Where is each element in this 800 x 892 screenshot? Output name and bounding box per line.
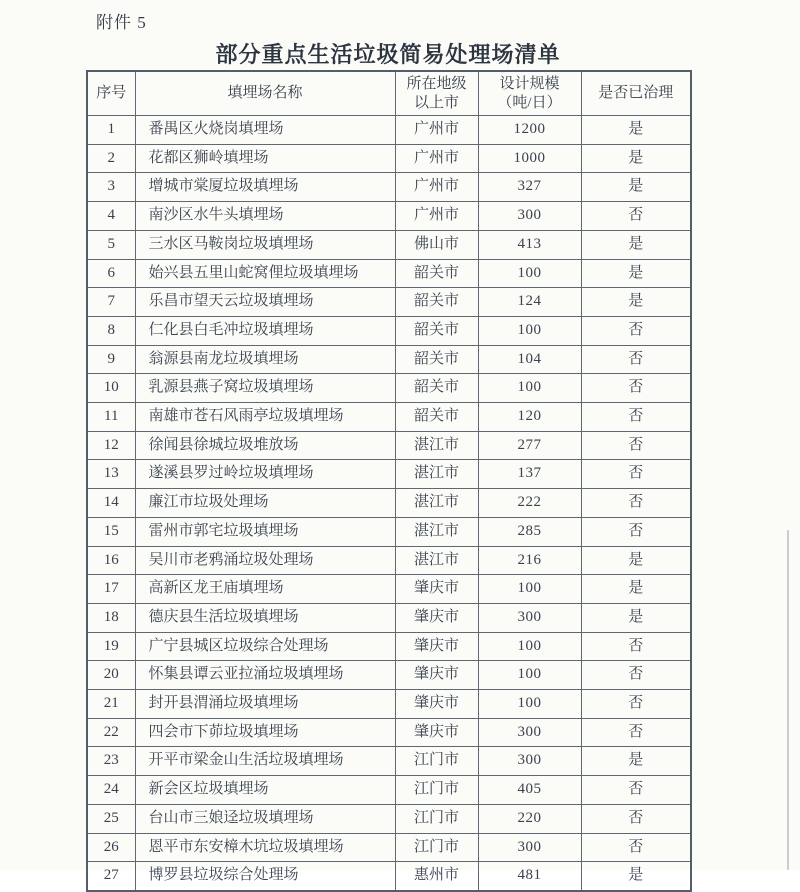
cell-treated: 是 [581,230,691,259]
cell-treated: 否 [581,690,691,719]
cell-no: 8 [87,316,135,345]
cell-name: 四会市下茆垃圾填埋场 [135,718,395,747]
cell-scale: 413 [478,230,581,259]
cell-no: 17 [87,575,135,604]
cell-treated: 是 [581,259,691,288]
cell-scale: 300 [478,603,581,632]
cell-no: 5 [87,230,135,259]
cell-name: 乐昌市望天云垃圾填埋场 [135,288,395,317]
cell-city: 江门市 [395,776,478,805]
table-row [87,460,691,489]
table-row [87,517,691,546]
cell-no: 19 [87,632,135,661]
table-row [87,173,691,202]
cell-name: 仁化县白毛冲垃圾填埋场 [135,316,395,345]
cell-treated: 是 [581,546,691,575]
cell-name: 开平市梁金山生活垃圾填埋场 [135,747,395,776]
cell-scale: 300 [478,718,581,747]
cell-treated: 否 [581,489,691,518]
table-row [87,833,691,862]
cell-no: 2 [87,144,135,173]
cell-city: 韶关市 [395,259,478,288]
cell-no: 23 [87,747,135,776]
cell-scale: 100 [478,259,581,288]
cell-name: 吴川市老鸦涌垃圾处理场 [135,546,395,575]
header-scale-line1: 设计规模 [499,75,560,92]
cell-treated: 否 [581,431,691,460]
table-row [87,374,691,403]
cell-treated: 否 [581,632,691,661]
cell-name: 翁源县南龙垃圾填埋场 [135,345,395,374]
cell-name: 博罗县垃圾综合处理场 [135,862,395,891]
cell-scale: 405 [478,776,581,805]
cell-no: 9 [87,345,135,374]
cell-no: 12 [87,431,135,460]
cell-name: 怀集县谭云亚拉涌垃圾填埋场 [135,661,395,690]
scan-artifact-line [787,530,789,870]
cell-scale: 100 [478,316,581,345]
header-city-line2: 以上市 [413,94,459,111]
table-row [87,862,691,891]
header-city-line1: 所在地级 [406,75,467,92]
cell-name: 德庆县生活垃圾填埋场 [135,603,395,632]
table-row [87,288,691,317]
cell-scale: 124 [478,288,581,317]
cell-no: 6 [87,259,135,288]
cell-treated: 是 [581,173,691,202]
cell-treated: 否 [581,202,691,231]
cell-scale: 222 [478,489,581,518]
cell-name: 三水区马鞍岗垃圾填埋场 [135,230,395,259]
cell-city: 江门市 [395,747,478,776]
cell-treated: 否 [581,374,691,403]
table-row [87,690,691,719]
cell-name: 高新区龙王庙填埋场 [135,575,395,604]
cell-no: 3 [87,173,135,202]
table-row [87,431,691,460]
cell-city: 广州市 [395,202,478,231]
table-row [87,776,691,805]
cell-scale: 327 [478,173,581,202]
cell-name: 廉江市垃圾处理场 [135,489,395,518]
cell-treated: 否 [581,661,691,690]
cell-no: 24 [87,776,135,805]
cell-treated: 是 [581,747,691,776]
cell-treated: 否 [581,833,691,862]
cell-no: 4 [87,202,135,231]
cell-city: 韶关市 [395,374,478,403]
table-row [87,345,691,374]
cell-treated: 否 [581,460,691,489]
table-row [87,230,691,259]
cell-treated: 否 [581,804,691,833]
cell-no: 1 [87,116,135,145]
cell-city: 韶关市 [395,345,478,374]
table-header [87,71,691,116]
cell-treated: 是 [581,116,691,145]
header-no: 序号 [87,71,135,116]
header-row [87,71,691,116]
cell-scale: 1200 [478,116,581,145]
cell-name: 乳源县燕子窝垃圾填埋场 [135,374,395,403]
cell-no: 26 [87,833,135,862]
table-row [87,632,691,661]
cell-no: 7 [87,288,135,317]
cell-treated: 否 [581,718,691,747]
cell-scale: 277 [478,431,581,460]
cell-name: 增城市棠厦垃圾填埋场 [135,173,395,202]
header-city [395,71,478,116]
table-row [87,489,691,518]
cell-scale: 285 [478,517,581,546]
cell-name: 南沙区水牛头填埋场 [135,202,395,231]
cell-scale: 100 [478,661,581,690]
cell-treated: 是 [581,144,691,173]
landfill-table [86,70,692,892]
cell-name: 封开县渭涌垃圾填埋场 [135,690,395,719]
cell-scale: 220 [478,804,581,833]
header-scale-line2: （吨/日） [497,94,562,111]
table-row [87,259,691,288]
attachment-label: 附件 5 [96,13,147,32]
cell-name: 徐闻县徐城垃圾堆放场 [135,431,395,460]
cell-scale: 100 [478,632,581,661]
cell-city: 肇庆市 [395,690,478,719]
cell-no: 14 [87,489,135,518]
cell-name: 遂溪县罗过岭垃圾填埋场 [135,460,395,489]
cell-city: 肇庆市 [395,603,478,632]
cell-scale: 481 [478,862,581,891]
cell-name: 南雄市苍石风雨亭垃圾填埋场 [135,403,395,432]
cell-name: 番禺区火烧岗填埋场 [135,116,395,145]
table-body [87,116,691,891]
cell-city: 江门市 [395,804,478,833]
cell-city: 湛江市 [395,546,478,575]
cell-treated: 是 [581,288,691,317]
cell-city: 广州市 [395,116,478,145]
cell-city: 韶关市 [395,288,478,317]
cell-scale: 1000 [478,144,581,173]
cell-scale: 120 [478,403,581,432]
cell-scale: 104 [478,345,581,374]
cell-treated: 否 [581,776,691,805]
cell-no: 21 [87,690,135,719]
cell-treated: 是 [581,575,691,604]
page-title: 部分重点生活垃圾简易处理场清单 [215,42,561,67]
cell-no: 10 [87,374,135,403]
cell-scale: 100 [478,575,581,604]
table-row [87,603,691,632]
cell-treated: 否 [581,345,691,374]
cell-scale: 300 [478,747,581,776]
header-name: 填埋场名称 [135,71,395,116]
cell-name: 始兴县五里山蛇窝俚垃圾填埋场 [135,259,395,288]
cell-city: 广州市 [395,144,478,173]
table-row [87,116,691,145]
table-row [87,202,691,231]
cell-name: 新会区垃圾填埋场 [135,776,395,805]
cell-treated: 否 [581,316,691,345]
cell-name: 花都区狮岭填埋场 [135,144,395,173]
cell-city: 湛江市 [395,489,478,518]
cell-treated: 是 [581,862,691,891]
cell-no: 13 [87,460,135,489]
cell-city: 湛江市 [395,431,478,460]
cell-treated: 是 [581,603,691,632]
cell-city: 韶关市 [395,316,478,345]
cell-city: 惠州市 [395,862,478,891]
cell-city: 肇庆市 [395,718,478,747]
cell-treated: 否 [581,517,691,546]
cell-no: 27 [87,862,135,891]
cell-city: 肇庆市 [395,661,478,690]
cell-no: 25 [87,804,135,833]
table-row [87,804,691,833]
table-row [87,718,691,747]
cell-scale: 216 [478,546,581,575]
cell-no: 11 [87,403,135,432]
cell-name: 广宁县城区垃圾综合处理场 [135,632,395,661]
cell-city: 韶关市 [395,403,478,432]
cell-no: 16 [87,546,135,575]
cell-city: 湛江市 [395,460,478,489]
header-treated: 是否已治理 [581,71,691,116]
cell-city: 广州市 [395,173,478,202]
cell-city: 肇庆市 [395,575,478,604]
table-row [87,747,691,776]
cell-city: 佛山市 [395,230,478,259]
cell-name: 雷州市郭宅垃圾填埋场 [135,517,395,546]
table-row [87,661,691,690]
cell-city: 江门市 [395,833,478,862]
cell-city: 湛江市 [395,517,478,546]
cell-scale: 137 [478,460,581,489]
cell-scale: 100 [478,374,581,403]
cell-treated: 否 [581,403,691,432]
header-scale [478,71,581,116]
cell-scale: 100 [478,690,581,719]
cell-name: 恩平市东安樟木坑垃圾填埋场 [135,833,395,862]
table-row [87,144,691,173]
cell-scale: 300 [478,202,581,231]
cell-no: 15 [87,517,135,546]
table-row [87,575,691,604]
cell-name: 台山市三娘迳垃圾填埋场 [135,804,395,833]
table-row [87,403,691,432]
table-row [87,546,691,575]
cell-no: 20 [87,661,135,690]
cell-scale: 300 [478,833,581,862]
table-row [87,316,691,345]
cell-city: 肇庆市 [395,632,478,661]
cell-no: 18 [87,603,135,632]
cell-no: 22 [87,718,135,747]
